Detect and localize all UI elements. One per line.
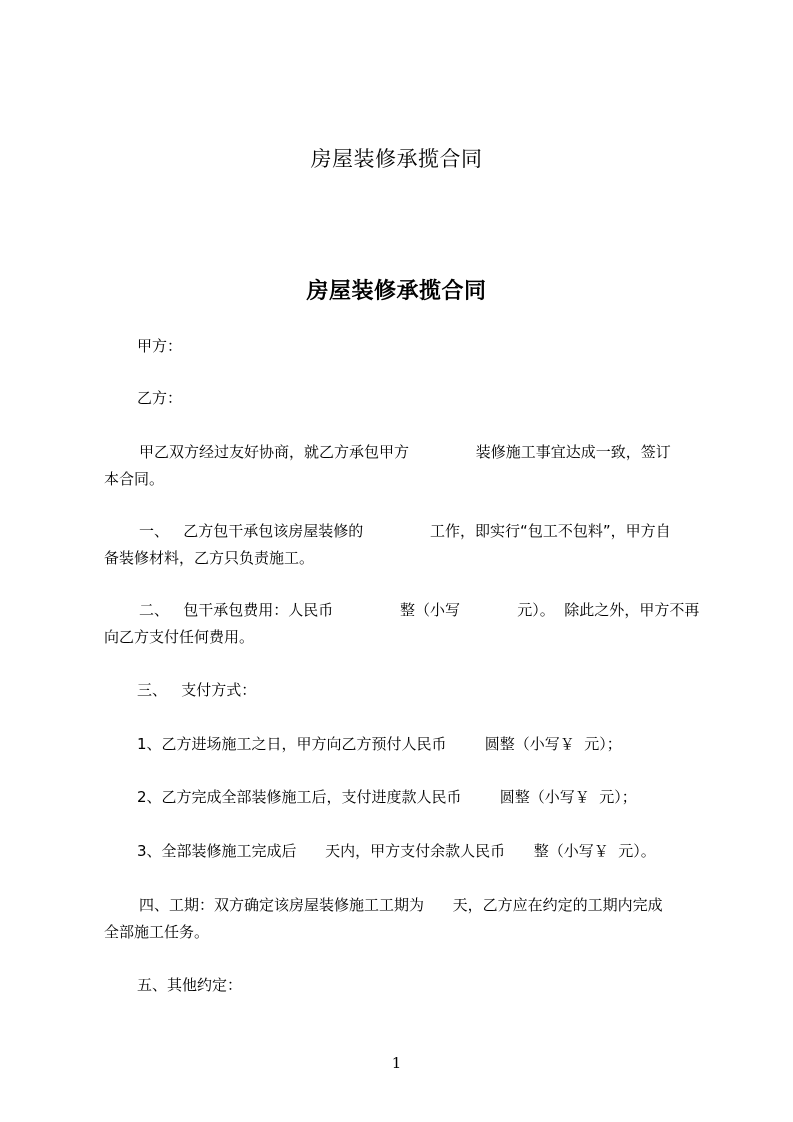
payment-item-2: 2、乙方完成全部装修施工后，支付进度款人民币 圆整（小写￥ 元）；: [137, 788, 637, 806]
party-b-label: 乙方：: [137, 389, 183, 407]
page-number: 1: [391, 1054, 402, 1072]
clause-1-line-1: 一、 乙方包干承包该房屋装修的 工作，即实行“包工不包料”，甲方自: [139, 522, 671, 540]
intro-line-2: 本合同。: [104, 470, 165, 488]
clause-2-line-2: 向乙方支付任何费用。: [104, 628, 255, 646]
clause-5-title: 五、其他约定：: [137, 976, 243, 994]
intro-line-1: 甲乙双方经过友好协商，就乙方承包甲方 装修施工事宜达成一致，签订: [139, 443, 671, 461]
header-title: 房屋装修承揽合同: [310, 147, 483, 171]
clause-3-title: 三、 支付方式：: [137, 681, 257, 699]
clause-1-line-2: 备装修材料，乙方只负责施工。: [104, 549, 315, 567]
clause-2-line-1: 二、 包干承包费用：人民币 整（小写 元）。 除此之外，甲方不再: [139, 601, 700, 619]
payment-item-3: 3、全部装修施工完成后 天内，甲方支付余款人民币 整（小写￥ 元）。: [137, 842, 656, 860]
party-a-label: 甲方：: [137, 337, 183, 355]
clause-4-line-1: 四、工期：双方确定该房屋装修施工工期为 天，乙方应在约定的工期内完成: [139, 896, 663, 914]
payment-item-1: 1、乙方进场施工之日，甲方向乙方预付人民币 圆整（小写￥ 元）；: [137, 735, 622, 753]
contract-title: 房屋装修承揽合同: [306, 279, 487, 304]
clause-4-line-2: 全部施工任务。: [104, 923, 210, 941]
